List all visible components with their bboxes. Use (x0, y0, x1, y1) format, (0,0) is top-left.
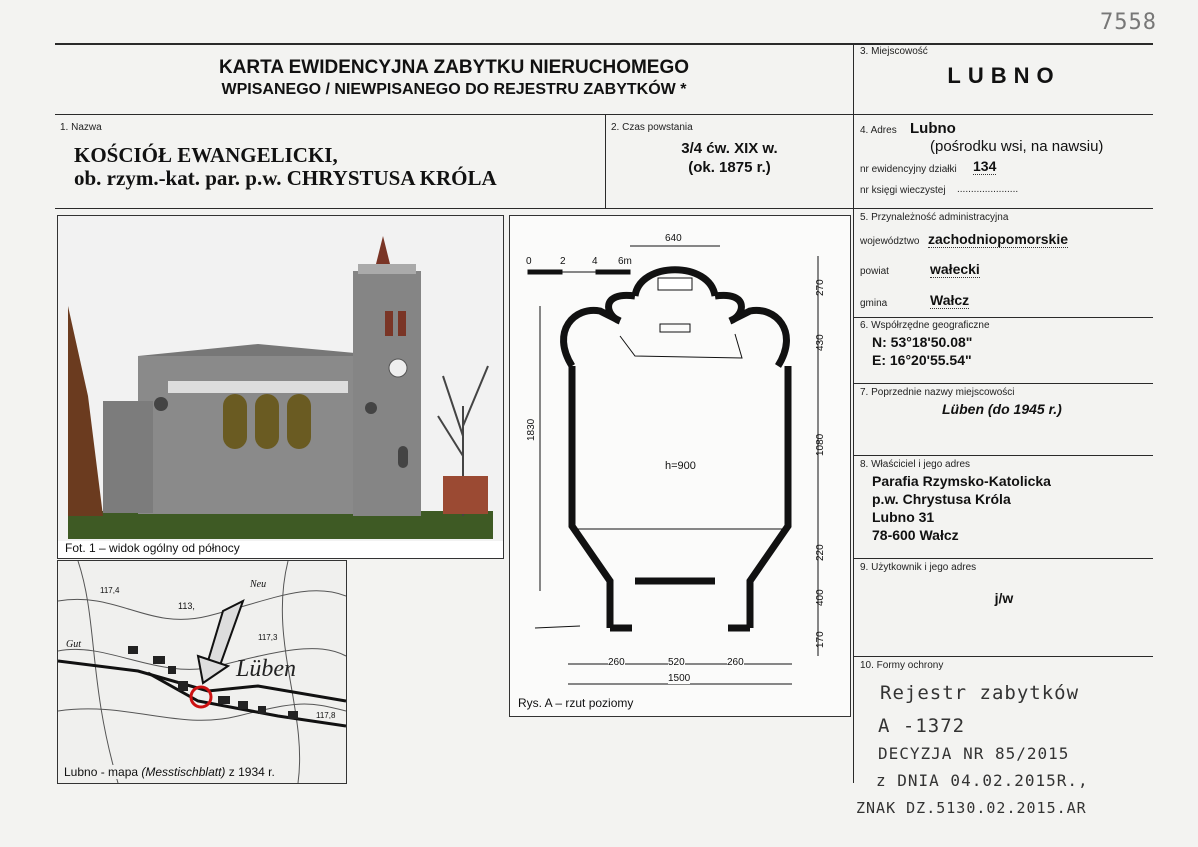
sec10-handwriting-5: ZNAK DZ.5130.02.2015.AR (856, 799, 1087, 817)
plan-scale-6m: 6m (618, 256, 632, 267)
card-title-line2: WPISANEGO / NIEWPISANEGO DO REJESTRU ZABYTKÓW * (221, 81, 687, 98)
sec2-line2: (ok. 1875 r.) (688, 159, 771, 176)
sec10-handwriting-3: DECYZJA NR 85/2015 (878, 744, 1070, 763)
plan-dim-right-3: 1080 (815, 433, 826, 456)
sec1-label: 1. Nazwa (60, 122, 102, 133)
plan-dim-bottom-3: 260 (727, 657, 744, 668)
plan-dim-total: 1500 (668, 673, 691, 684)
sec2-label: 2. Czas powstania (611, 122, 693, 133)
sec5-top-line (853, 208, 1153, 209)
plan-dim-top: 640 (665, 233, 682, 244)
map-label-neu: Neu (250, 579, 267, 590)
plan-height-note: h=900 (665, 460, 696, 472)
sec5-county-label: powiat (860, 266, 889, 277)
sec5-voivodeship-value: zachodniopomorskie (928, 231, 1069, 247)
sec5-label: 5. Przynależność administracyjna (860, 212, 1009, 223)
sec10-handwriting-1: Rejestr zabytków (880, 682, 1080, 704)
sec9-label: 9. Użytkownik i jego adres (860, 562, 977, 573)
sec6-lon: E: 16°20'55.54" (872, 352, 972, 368)
sec6-lat: N: 53°18'50.08" (872, 334, 973, 350)
sec8-line4: 78-600 Wałcz (872, 527, 959, 543)
sec4-value: Lubno (910, 120, 956, 137)
plan-dim-left: 1830 (526, 418, 537, 441)
plan-dim-bottom-2: 520 (668, 657, 685, 668)
floor-plan (509, 215, 851, 717)
frame-header-line (55, 114, 1153, 115)
plan-dim-right-2: 430 (815, 334, 826, 351)
sec10-top-line (853, 656, 1153, 657)
plan-dim-bottom-1: 260 (608, 657, 625, 668)
sec8-line3: Lubno 31 (872, 509, 935, 525)
map-elevation-2: 117,4 (100, 586, 120, 595)
plan-dim-right-1: 270 (815, 279, 826, 296)
card-title-line1: KARTA EWIDENCYJNA ZABYTKU NIERUCHOMEGO (218, 57, 690, 78)
sec3-value: LUBNO (947, 63, 1061, 88)
plan-caption: Rys. A – rzut poziomy (518, 696, 634, 710)
sec10-handwriting-4: z DNIA 04.02.2015R., (876, 771, 1089, 790)
sec4-ledger-value: ...................... (957, 184, 1019, 195)
plan-dim-right-5: 400 (815, 589, 826, 606)
frame-right-column-divider (853, 43, 854, 783)
church-photo-illustration (58, 216, 503, 558)
sec10-label: 10. Formy ochrony (860, 660, 944, 671)
sec5-commune-label: gmina (860, 298, 888, 309)
map-label-gut: Gut (66, 639, 81, 650)
sec4-ledger-label: nr księgi wieczystej (860, 185, 946, 196)
sec8-line2: p.w. Chrystusa Króla (872, 491, 1011, 507)
plan-scale-0: 0 (526, 256, 532, 267)
map-caption-a: Lubno - mapa (64, 765, 142, 779)
topographic-map (57, 560, 347, 784)
plan-scale-4: 4 (592, 256, 598, 267)
sec6-top-line (853, 317, 1153, 318)
corner-number: 7558 (1100, 10, 1157, 35)
sec8-line1: Parafia Rzymsko-Katolicka (872, 473, 1051, 489)
sec8-label: 8. Właściciel i jego adres (860, 459, 971, 470)
plan-dim-right-4: 220 (815, 544, 826, 561)
sec4-parcel-label: nr ewidencyjny działki (860, 164, 957, 175)
map-caption-c: z 1934 r. (225, 765, 275, 779)
sec1-line2: ob. rzym.-kat. par. p.w. CHRYSTUSA KRÓLA (74, 166, 497, 190)
sec9-value: j/w (994, 590, 1014, 606)
frame-top-line (55, 43, 1153, 45)
sec7-top-line (853, 383, 1153, 384)
sec1-line1: KOŚCIÓŁ EWANGELICKI, (74, 143, 338, 167)
sec10-handwriting-2: A -1372 (878, 715, 966, 737)
sec5-commune-value: Wałcz (930, 292, 970, 308)
map-elevation-4: 117,8 (316, 711, 336, 720)
map-elevation-3: 117,3 (258, 633, 278, 642)
church-photo (57, 215, 504, 559)
photo-caption: Fot. 1 – widok ogólny od północy (65, 541, 240, 555)
map-caption-b: (Messtischblatt) (141, 765, 226, 779)
sec7-value: Lüben (do 1945 r.) (942, 401, 1062, 417)
map-place-label: Lüben (236, 656, 296, 682)
map-elevation-1: 113, (178, 601, 195, 611)
sec7-label: 7. Poprzednie nazwy miejscowości (860, 387, 1015, 398)
map-caption (64, 765, 278, 779)
sec2-line1: 3/4 ćw. XIX w. (681, 140, 778, 157)
sec5-voivodeship-label: województwo (860, 236, 920, 247)
plan-scale-2: 2 (560, 256, 566, 267)
sec4-parcel-value: 134 (973, 158, 997, 174)
sec9-top-line (853, 558, 1153, 559)
sec4-label: 4. Adres (860, 125, 897, 136)
plan-dim-right-6: 170 (815, 631, 826, 648)
sec3-label: 3. Miejscowość (860, 46, 928, 57)
sec4-detail: (pośrodku wsi, na nawsiu) (930, 138, 1104, 155)
sec8-top-line (853, 455, 1153, 456)
sec5-county-value: wałecki (930, 261, 980, 277)
sec6-label: 6. Współrzędne geograficzne (860, 320, 990, 331)
